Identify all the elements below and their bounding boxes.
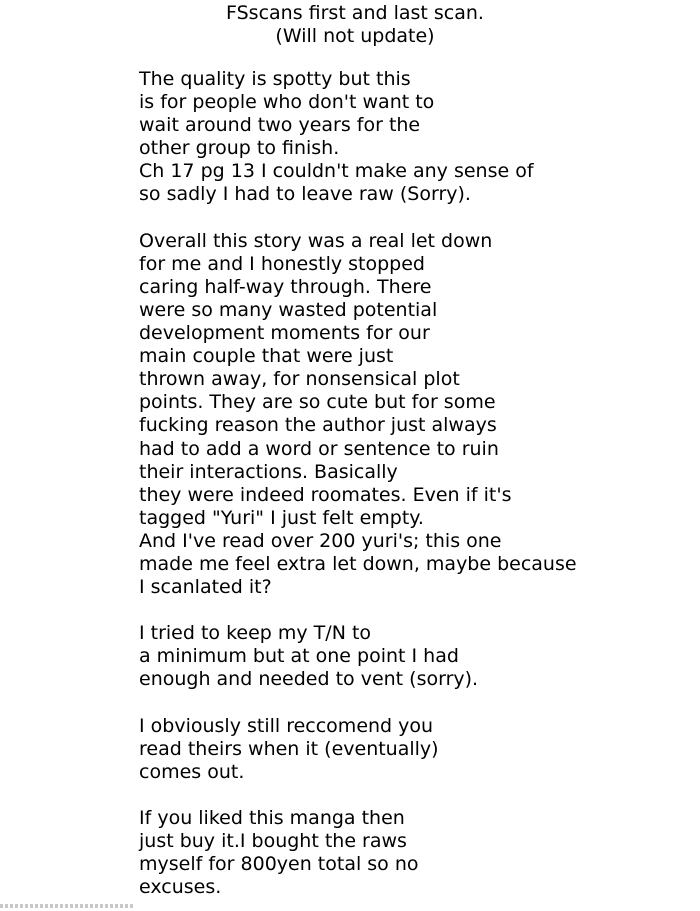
text-line: read theirs when it (eventually) (139, 737, 439, 760)
text-line: other group to finish. (139, 137, 340, 160)
text-line: The quality is spotty but this (139, 68, 411, 90)
header-subtitle: (Will not update) (275, 25, 435, 47)
text-line: enough and needed to vent (sorry). (139, 668, 479, 691)
text-line: points. They are so cute but for some (139, 391, 496, 414)
text-line: excuses. (139, 876, 222, 899)
text-line: for me and I honestly stopped (139, 252, 425, 275)
text-line: myself for 800yen total so no (139, 853, 419, 876)
text-line: tagged "Yuri" I just felt empty. (139, 506, 424, 529)
paragraph-opinion (139, 230, 694, 600)
text-line: Overall this story was a real let down (139, 229, 493, 252)
text-line: development moments for our (139, 322, 430, 345)
header-title: FSscans first and last scan. (226, 2, 484, 24)
text-line: a minimum but at one point I had (139, 645, 459, 668)
text-line: I obviously still reccomend you (139, 714, 434, 737)
text-line: is for people who don't want to (139, 91, 435, 114)
text-line: I tried to keep my T/N to (139, 622, 372, 645)
paragraph-recommendation (139, 715, 694, 784)
paragraph-translator-notes (139, 622, 694, 691)
text-line: their interactions. Basically (139, 460, 398, 483)
text-line: If you liked this manga then (139, 807, 405, 829)
text-line: Ch 17 pg 13 I couldn't make any sense of (139, 160, 534, 183)
text-line: caring half-way through. There (139, 275, 432, 298)
text-line: made me feel extra let down, maybe because (139, 552, 577, 575)
text-line: were so many wasted potential (139, 298, 438, 321)
page-header (0, 2, 700, 48)
text-line: I scanlated it? (139, 576, 272, 599)
text-line: thrown away, for nonsensical plot (139, 368, 460, 391)
paragraph-buy-raws (139, 807, 694, 899)
text-line: so sadly I had to leave raw (Sorry). (139, 183, 471, 206)
text-line: just buy it.I bought the raws (139, 830, 407, 853)
text-line: comes out. (139, 760, 245, 783)
text-line: And I've read over 200 yuri's; this one (139, 529, 502, 552)
text-line: they were indeed roomates. Even if it's (139, 483, 512, 506)
text-line: main couple that were just (139, 345, 394, 368)
text-line: had to add a word or sentence to ruin (139, 437, 499, 460)
text-line: wait around two years for the (139, 114, 421, 137)
note-body (139, 68, 694, 899)
scan-edge-artifact (0, 904, 135, 908)
text-line: fucking reason the author just always (139, 414, 497, 437)
paragraph-intro (139, 68, 694, 207)
